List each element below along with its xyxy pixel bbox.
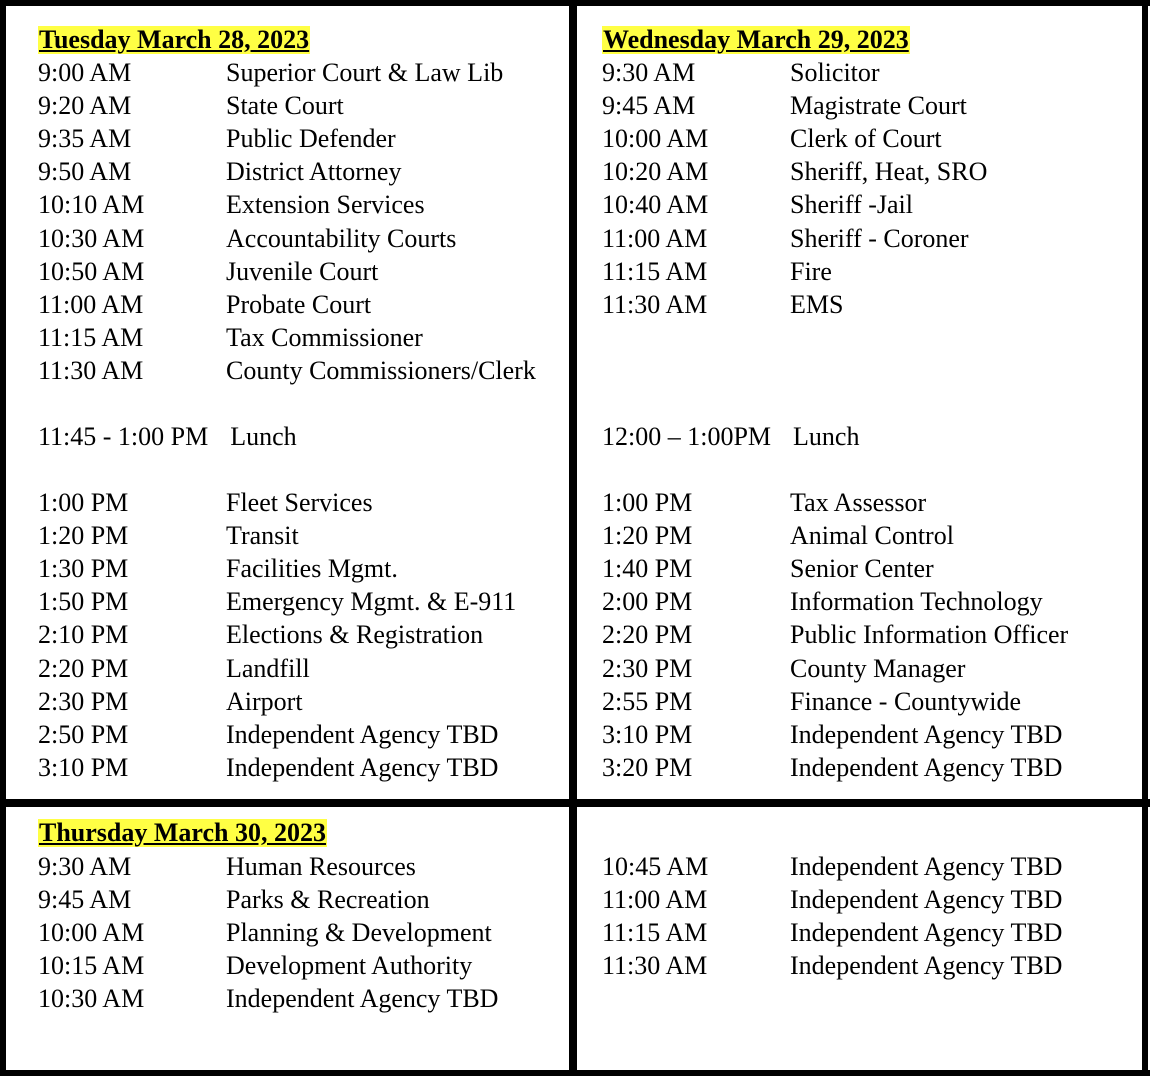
row-time: 9:45 AM (602, 91, 696, 121)
row-department: Public Defender (226, 124, 396, 154)
row-department: Animal Control (790, 521, 954, 551)
column-divider (569, 0, 577, 1076)
row-time: 10:40 AM (602, 190, 709, 220)
row-time: 2:10 PM (38, 620, 129, 650)
row-time: 11:30 AM (602, 951, 708, 981)
row-department: Fleet Services (226, 488, 373, 517)
row-department: Extension Services (226, 190, 425, 220)
row-time: 11:15 AM (38, 322, 144, 352)
row-department: Solicitor (790, 58, 880, 87)
row-department: Independent Agency TBD (790, 852, 1063, 881)
row-time: 10:20 AM (602, 157, 709, 187)
row-department: Development Authority (226, 951, 473, 981)
wednesday-header: Wednesday March 29, 2023 (603, 25, 909, 54)
row-department: Sheriff, Heat, SRO (790, 157, 988, 187)
row-department: Human Resources (226, 852, 416, 881)
row-department: District Attorney (226, 157, 402, 187)
row-department: Fire (790, 256, 832, 286)
row-time: 1:50 PM (38, 587, 129, 617)
row-time: 1:20 PM (38, 521, 129, 551)
row-time: 3:20 PM (602, 752, 693, 782)
row-time: 11:00 AM (602, 885, 708, 915)
row-department: Facilities Mgmt. (226, 554, 398, 584)
row-time: 2:20 PM (38, 653, 129, 683)
row-department: Independent Agency TBD (790, 752, 1063, 782)
row-time: 1:30 PM (38, 554, 129, 584)
row-department: Magistrate Court (790, 91, 967, 121)
row-time: 1:20 PM (602, 521, 693, 551)
row-department: Senior Center (790, 554, 934, 584)
row-department: Elections & Registration (226, 620, 484, 650)
row-time: 3:10 PM (38, 752, 129, 782)
row-time: 2:00 PM (602, 587, 693, 617)
tuesday-header: Tuesday March 28, 2023 (39, 25, 310, 54)
row-time: 2:55 PM (602, 686, 693, 716)
outer-border-left (0, 0, 6, 1076)
row-time: 11:00 AM (602, 223, 708, 253)
row-department: Independent Agency TBD (226, 719, 499, 749)
row-department: County Commissioners/Clerk (226, 355, 536, 385)
row-department: Emergency Mgmt. & E-911 (226, 587, 517, 617)
row-department: Independent Agency TBD (226, 752, 499, 782)
outer-border-right (1142, 0, 1148, 1076)
wednesday-lunch-label: Lunch (793, 422, 860, 451)
row-time: 10:10 AM (38, 190, 145, 220)
row-department: Probate Court (226, 289, 372, 319)
row-department: Tax Commissioner (226, 322, 423, 352)
row-department: Information Technology (790, 587, 1043, 617)
row-time: 11:00 AM (38, 289, 144, 319)
row-department: Independent Agency TBD (790, 951, 1063, 981)
wednesday-lunch-time: 12:00 – 1:00PM (602, 422, 772, 451)
row-time: 10:00 AM (38, 918, 145, 948)
thursday-panel-right (602, 0, 1140, 1070)
thursday-panel-left (38, 0, 568, 1070)
row-time: 2:50 PM (38, 719, 129, 749)
row-time: 9:30 AM (38, 852, 132, 881)
row-time: 10:30 AM (38, 984, 145, 1014)
row-time: 10:50 AM (38, 256, 145, 286)
row-department: Superior Court & Law Lib (226, 58, 504, 87)
row-department: Parks & Recreation (226, 885, 430, 915)
row-time: 9:30 AM (602, 58, 696, 87)
row-department: Independent Agency TBD (790, 885, 1063, 915)
row-time: 10:45 AM (602, 852, 709, 881)
row-department: Independent Agency TBD (226, 984, 499, 1014)
row-department: Sheriff -Jail (790, 190, 913, 220)
row-time: 10:15 AM (38, 951, 145, 981)
thursday-header: Thursday March 30, 2023 (39, 818, 326, 847)
row-time: 2:30 PM (602, 653, 693, 683)
row-department: Public Information Officer (790, 620, 1069, 650)
row-department: Airport (226, 686, 303, 716)
row-time: 2:30 PM (38, 686, 129, 716)
row-department: Landfill (226, 653, 310, 683)
row-time: 2:20 PM (602, 620, 693, 650)
row-department: Independent Agency TBD (790, 719, 1063, 749)
row-department: Accountability Courts (226, 223, 457, 253)
row-department: Finance - Countywide (790, 686, 1022, 716)
row-time: 1:40 PM (602, 554, 693, 584)
tuesday-lunch-time: 11:45 - 1:00 PM (38, 422, 209, 451)
row-time: 10:30 AM (38, 223, 145, 253)
row-time: 11:30 AM (38, 355, 144, 385)
row-department: Transit (226, 521, 299, 551)
row-department: EMS (790, 289, 844, 319)
row-department: State Court (226, 91, 344, 121)
row-time: 9:00 AM (38, 58, 132, 87)
row-time: 3:10 PM (602, 719, 693, 749)
row-time: 1:00 PM (602, 488, 693, 517)
row-department: Planning & Development (226, 918, 492, 948)
row-time: 9:50 AM (38, 157, 132, 187)
row-time: 9:45 AM (38, 885, 132, 915)
row-time: 11:30 AM (602, 289, 708, 319)
tuesday-lunch-label: Lunch (230, 422, 297, 451)
row-department: Independent Agency TBD (790, 918, 1063, 948)
row-department: Juvenile Court (226, 256, 379, 286)
row-department: Clerk of Court (790, 124, 942, 154)
row-time: 11:15 AM (602, 256, 708, 286)
row-department: County Manager (790, 653, 966, 683)
row-time: 10:00 AM (602, 124, 709, 154)
row-department: Sheriff - Coroner (790, 223, 969, 253)
row-time: 11:15 AM (602, 918, 708, 948)
row-department: Tax Assessor (790, 488, 927, 517)
row-time: 1:00 PM (38, 488, 129, 517)
row-time: 9:35 AM (38, 124, 132, 154)
row-time: 9:20 AM (38, 91, 132, 121)
